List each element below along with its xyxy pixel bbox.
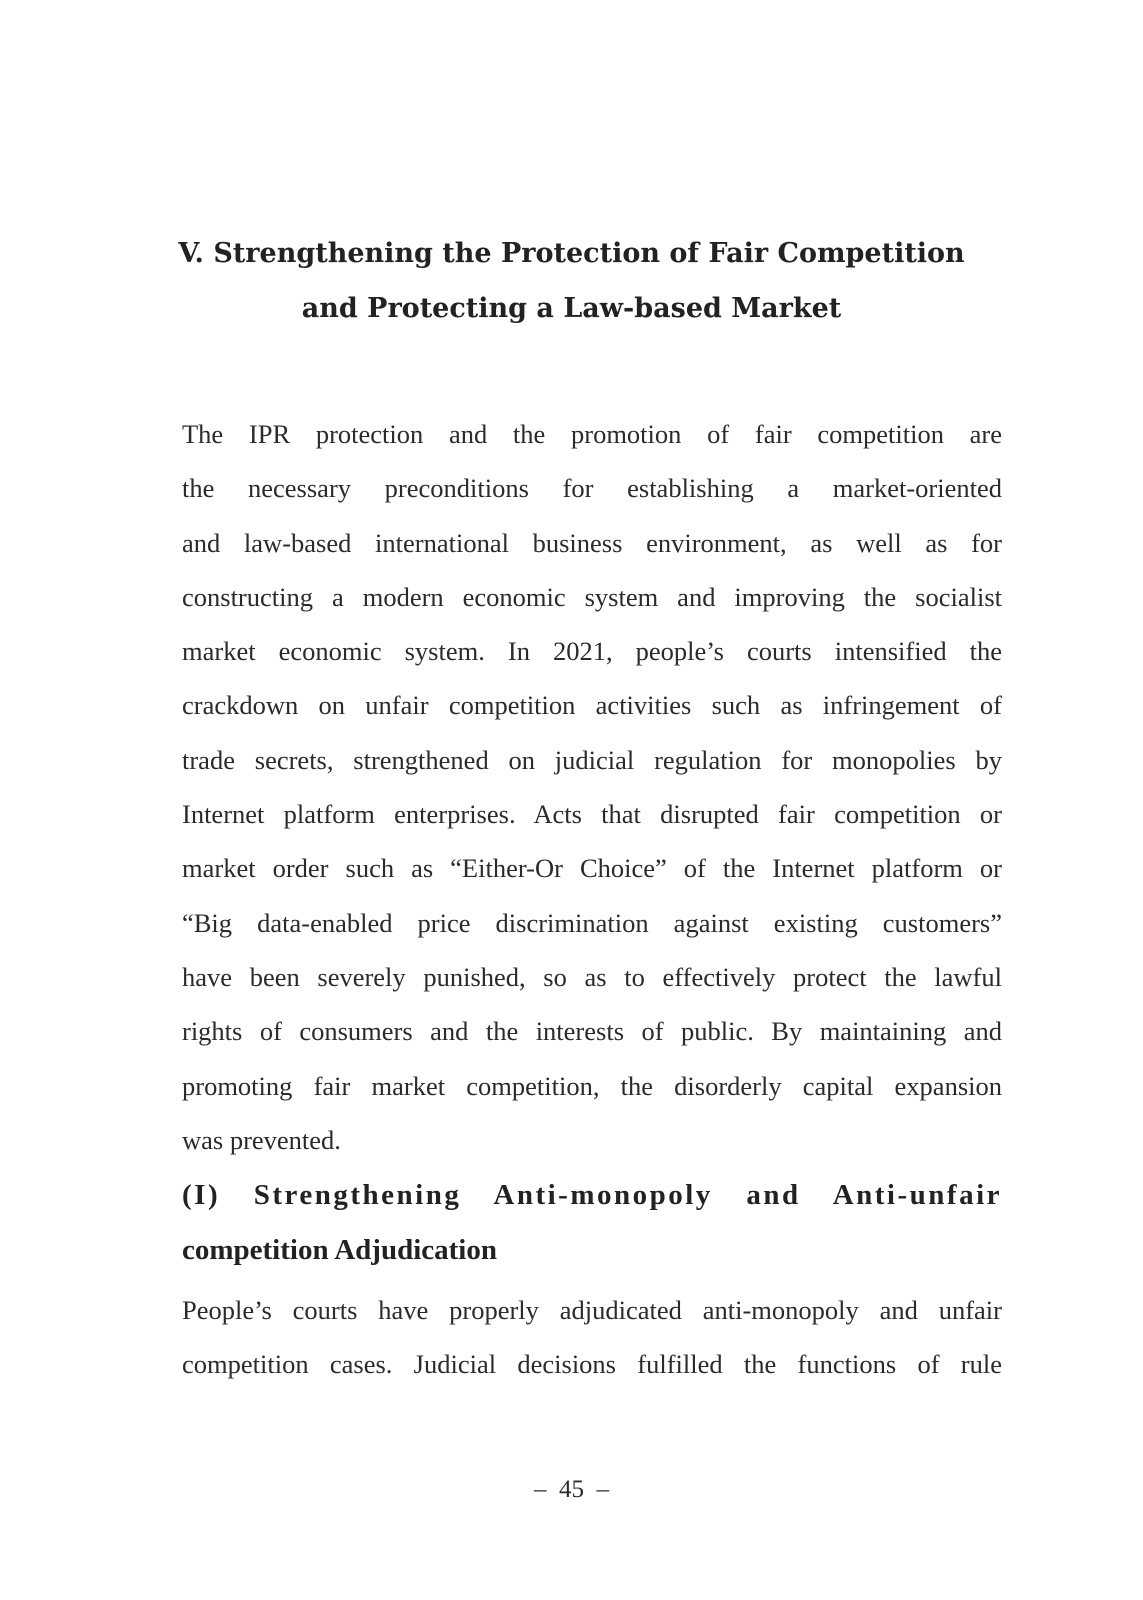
paragraph-line: was prevented. [182,1124,341,1155]
paragraph-line: constructing a modern economic system and improving the socialist [182,581,1002,612]
paragraph-line: Internet platform enterprises. Acts that disrupted fair competition or [182,799,1002,830]
body-paragraph-section [182,1283,1002,1392]
paragraph-line: rights of consumers and the interests of public. By maintaining and [182,1016,1002,1047]
paragraph-line: competition cases. Judicial decisions fulfilled the functions of rule [182,1349,1002,1380]
paragraph-line: promoting fair market competition, the disorderly capital expansion [182,1070,1002,1101]
section-heading-line: (I) Strengthening Anti-monopoly and Anti-unfair [182,1179,1002,1211]
paragraph-line: People’s courts have properly adjudicated anti-monopoly and unfair [182,1295,1002,1325]
paragraph-line: have been severely punished, so as to effectively protect the lawful [182,961,1002,992]
chapter-title [150,226,993,336]
section-heading [182,1168,1002,1278]
paragraph-line: The IPR protection and the promotion of fair competition are [182,419,1002,449]
section-heading-line: competition Adjudication [182,1234,497,1266]
paragraph-line: trade secrets, strengthened on judicial regulation for monopolies by [182,744,1002,775]
body-paragraph-intro [182,407,1002,1167]
paragraph-line: market economic system. In 2021, people’s courts intensified the [182,636,1002,667]
paragraph-line: and law-based international business environment, as well as for [182,527,1002,558]
paragraph-line: market order such as “Either-Or Choice” of the Internet platform or [182,853,1002,884]
paragraph-line: the necessary preconditions for establishing a market-oriented [182,473,1002,504]
page-number: – 45 – [534,1476,609,1503]
chapter-title-line: and Protecting a Law-based Market [301,293,842,324]
paragraph-line: “Big data-enabled price discrimination against existing customers” [182,907,1002,938]
paragraph-line: crackdown on unfair competition activities such as infringement of [182,690,1002,721]
chapter-title-line: V. Strengthening the Protection of Fair Competition [178,238,965,269]
